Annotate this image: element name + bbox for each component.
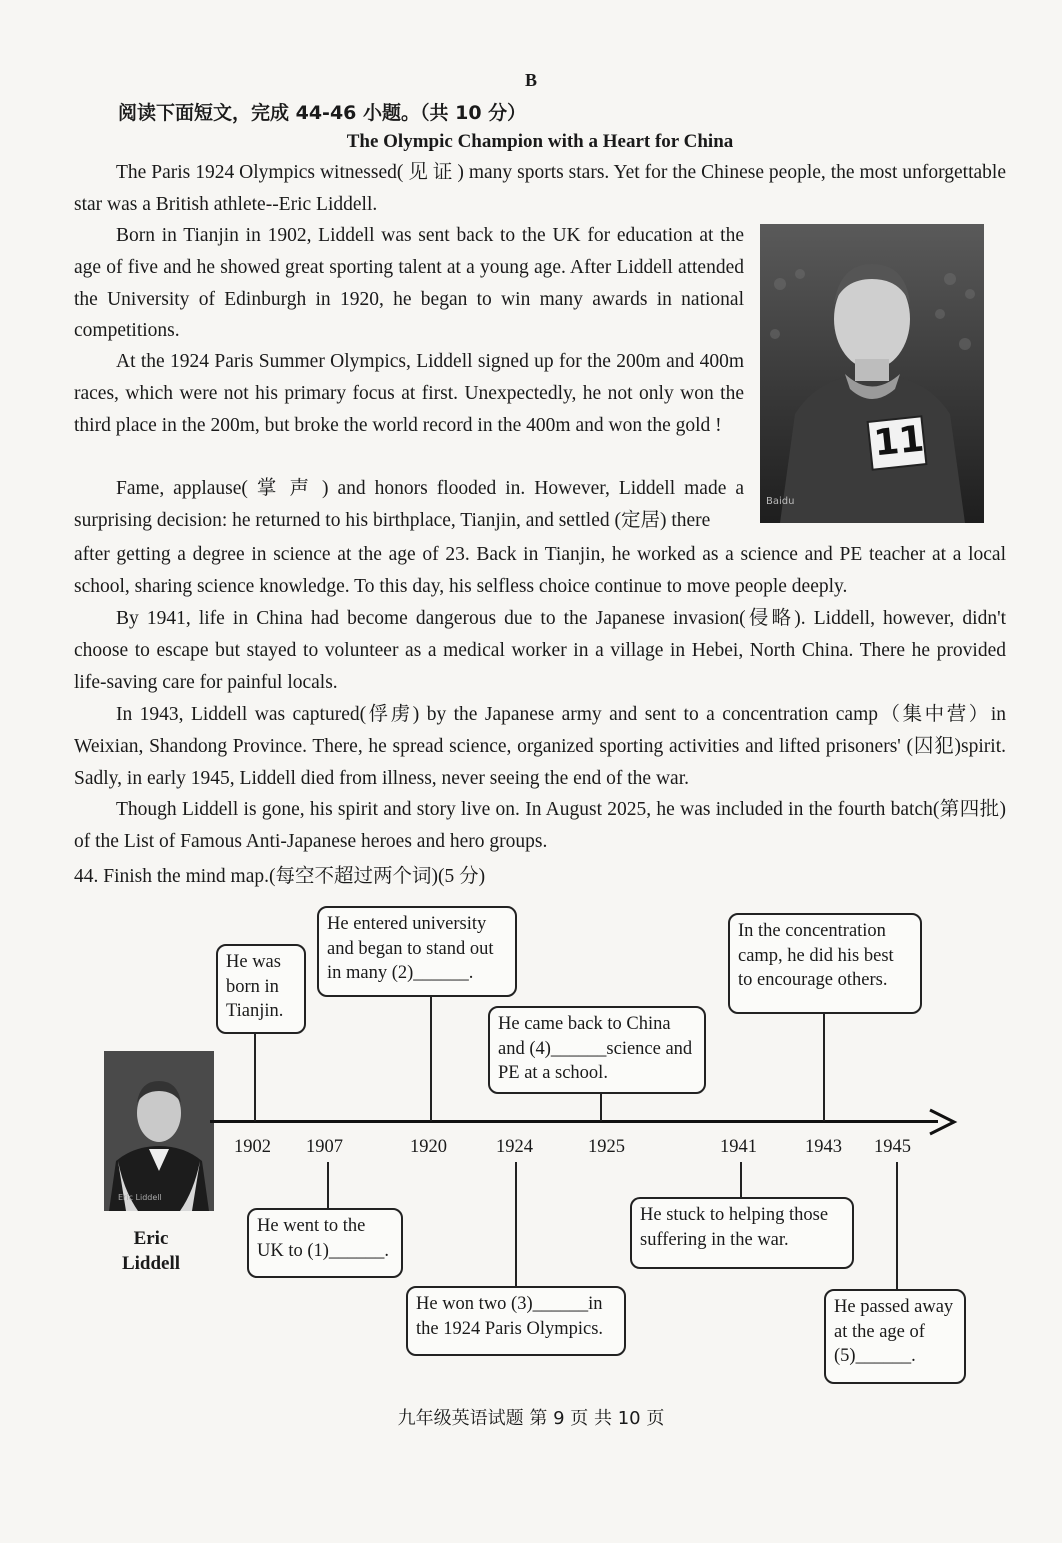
event-box-stuck: He stuck to helping those suffering in the war. xyxy=(630,1197,854,1269)
page-footer: 九年级英语试题 第 9 页 共 10 页 xyxy=(397,1408,665,1429)
paragraph-2: Born in Tianjin in 1902, Liddell was sent back to the UK for education at the age of five and he showed great sporting talent at a young age. After Liddell attended the University of Edinburgh in 1920, he began to win many awards in national competitions. xyxy=(74,225,744,342)
connector-line xyxy=(823,1013,825,1121)
year-label: 1945 xyxy=(874,1137,911,1157)
photo-watermark: Baidu xyxy=(766,496,795,507)
connector-line xyxy=(896,1162,898,1290)
event-box-came-back: He came back to China and (4)______science and PE at a school. xyxy=(488,1006,706,1094)
connector-line xyxy=(600,1093,602,1121)
paragraph-5: By 1941, life in China had become dangerous due to the Japanese invasion(侵略). Liddell, however, didn't choose to escape but stayed to volunteer as a medical worker in a village in Hebei, North China. There he provided life-saving care for painful locals. xyxy=(74,608,1006,693)
portrait-photo xyxy=(104,1051,214,1211)
reading-instruction: 阅读下面短文，完成 44-46 小题。（共 10 分） xyxy=(118,102,527,124)
portrait-illustration xyxy=(104,1051,214,1211)
athlete-photo xyxy=(760,224,984,523)
connector-line xyxy=(254,1033,256,1121)
year-label: 1907 xyxy=(306,1137,343,1157)
paragraph-7: Though Liddell is gone, his spirit and story live on. In August 2025, he was included in the fourth batch(第四批) of the List of Famous Anti-Japanese heroes and hero groups. xyxy=(74,799,1006,852)
year-label: 1941 xyxy=(720,1137,757,1157)
person-name xyxy=(104,1226,198,1276)
year-label: 1920 xyxy=(410,1137,447,1157)
event-box-uk: He went to the UK to (1)______. xyxy=(247,1208,403,1278)
athlete-photo-illustration xyxy=(760,224,984,523)
race-number-bib: 11 xyxy=(871,418,927,465)
person-first-name: Eric xyxy=(133,1228,169,1249)
event-box-university: He entered university and began to stand out in many (2)______. xyxy=(317,906,517,997)
paragraph-1: The Paris 1924 Olympics witnessed( 见 证 ) many sports stars. Yet for the Chinese people, the most unforgettable star was a British athlete--Eric Liddell. xyxy=(74,162,1006,215)
arrow-right-icon xyxy=(928,1108,958,1136)
year-label: 1943 xyxy=(805,1137,842,1157)
event-box-passed: He passed away at the age of (5)______. xyxy=(824,1289,966,1384)
event-box-camp: In the concentration camp, he did his best to encourage others. xyxy=(728,913,922,1014)
paragraph-3: At the 1924 Paris Summer Olympics, Liddell signed up for the 200m and 400m races, which were not his primary focus at first. Unexpectedly, he not only won the third place in the 200m, but broke the world record in the 400m and won the gold ! xyxy=(74,351,744,436)
event-box-born: He was born in Tianjin. xyxy=(216,944,306,1034)
connector-line xyxy=(740,1162,742,1198)
timeline-axis xyxy=(210,1120,938,1123)
person-last-name: Liddell xyxy=(121,1253,181,1274)
year-label: 1924 xyxy=(496,1137,533,1157)
year-label: 1902 xyxy=(234,1137,271,1157)
paragraph-4-cont: after getting a degree in science at the age of 23. Back in Tianjin, he worked as a science and PE teacher at a local school, sharing science knowledge. To this day, his selfless choice continue to move people deeply. xyxy=(74,544,1006,597)
connector-line xyxy=(327,1162,329,1208)
year-label: 1925 xyxy=(588,1137,625,1157)
connector-line xyxy=(515,1162,517,1286)
event-box-won: He won two (3)______in the 1924 Paris Olympics. xyxy=(406,1286,626,1356)
question-44: 44. Finish the mind map.(每空不超过两个词)(5 分) xyxy=(74,866,486,887)
paragraph-4: Fame, applause( 掌 声 ) and honors flooded in. However, Liddell made a surprising decision: he returned to his birthplace, Tianjin, and settled (定居) there xyxy=(74,478,744,531)
connector-line xyxy=(430,996,432,1121)
portrait-watermark: Eric Liddell xyxy=(118,1193,162,1202)
paragraph-6: In 1943, Liddell was captured(俘虏) by the Japanese army and sent to a concentration camp（集中营）in Weixian, Shandong Province. There, he spread science, organized sporting activities and lifted prisoners' (囚犯)spirit. Sadly, in early 1945, Liddell died from illness, never seeing the end of the war. xyxy=(74,704,1006,789)
section-letter: B xyxy=(524,70,537,90)
passage-title: The Olympic Champion with a Heart for China xyxy=(346,131,734,152)
